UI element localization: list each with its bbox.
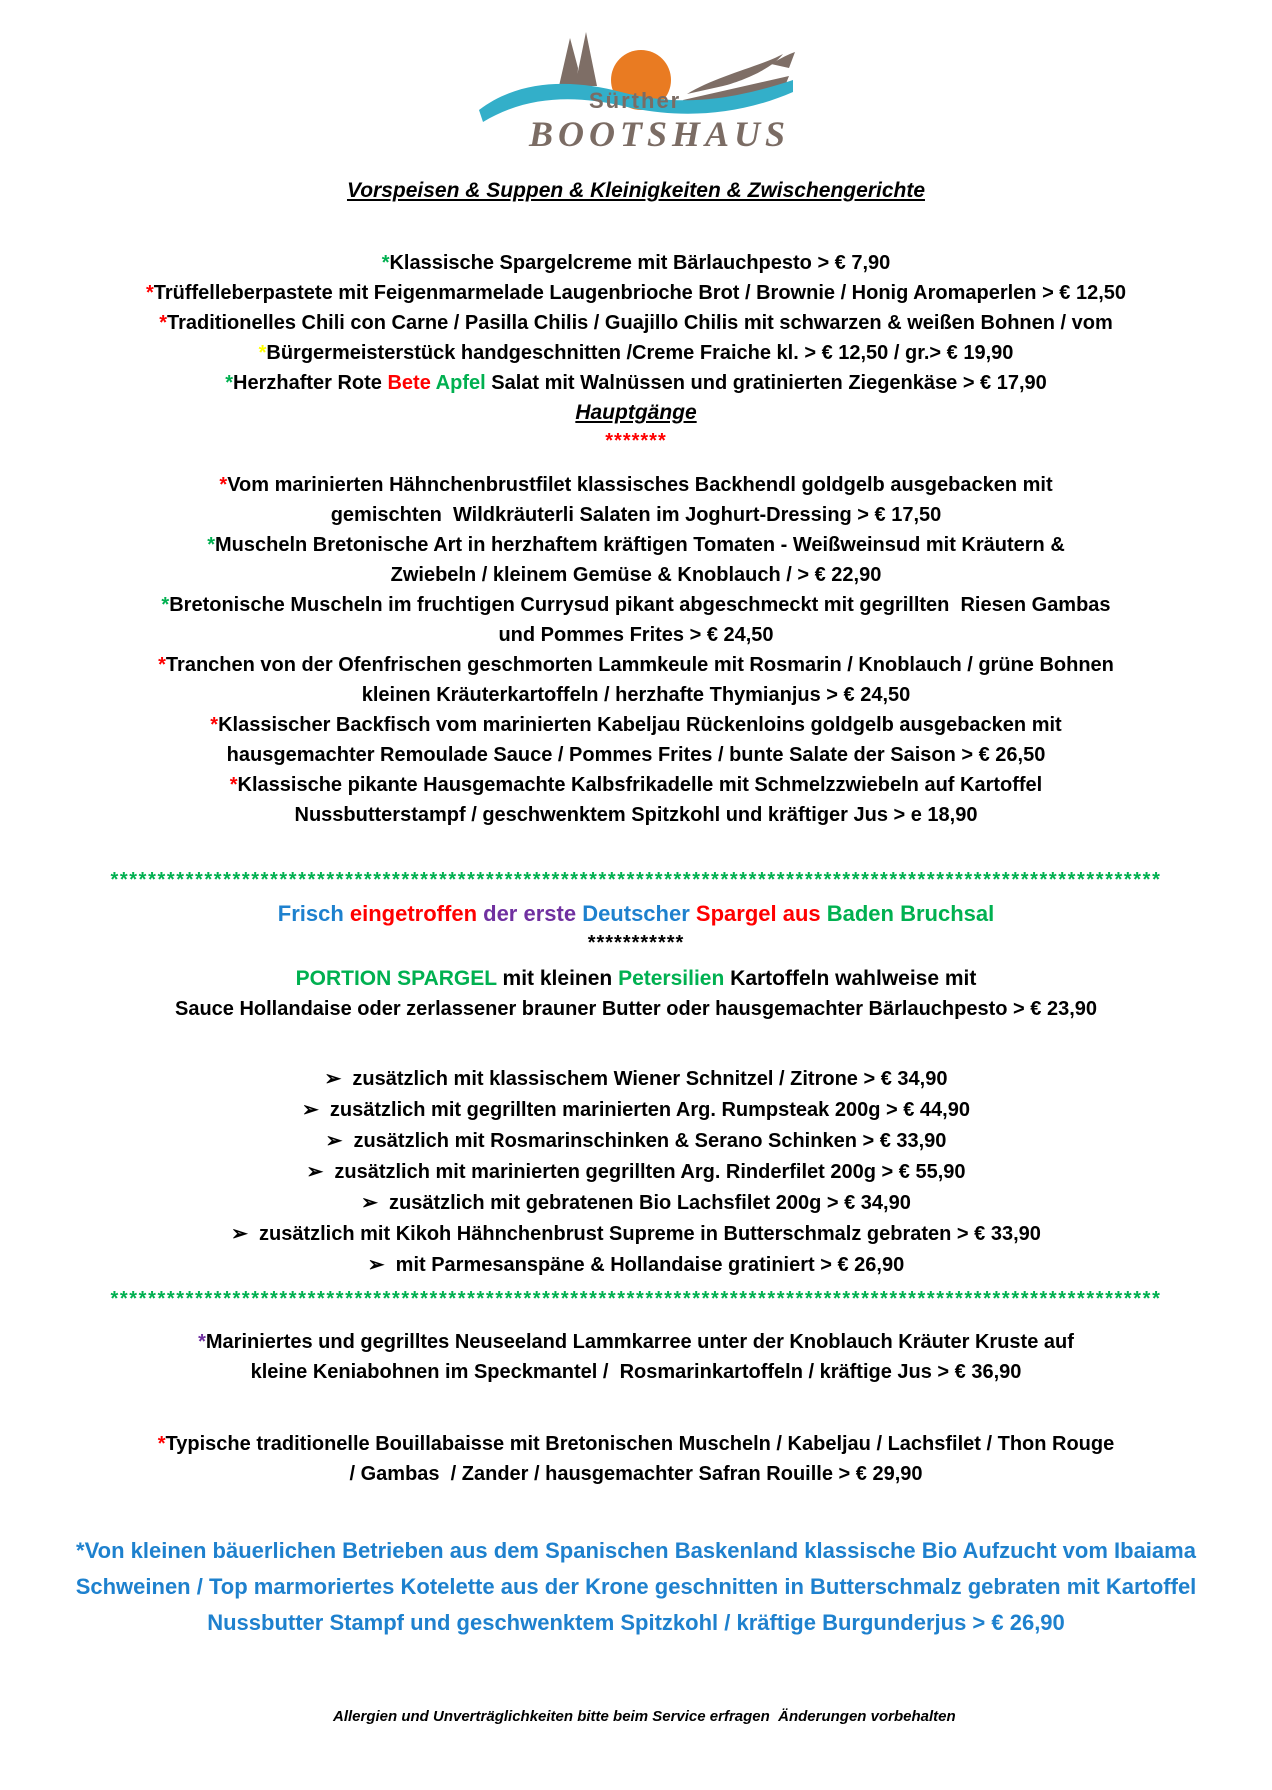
text-segment: Deutscher (582, 901, 696, 926)
addon-item (20, 1126, 1252, 1157)
text-segment: ******* (605, 430, 667, 452)
text-segment: der erste (483, 901, 583, 926)
asterisk-marker: * (258, 342, 267, 364)
asterisk-marker: * (229, 774, 238, 796)
menu-item (20, 308, 1252, 338)
asterisk-marker: * (145, 282, 154, 304)
asterisk-marker: * (225, 372, 233, 394)
cathedral-icon (559, 32, 597, 86)
text-segment: / Gambas / Zander / hausgemachter Safran Rouille > € 29,90 (349, 1463, 923, 1485)
menu-item (20, 470, 1252, 500)
text-segment: Bürgermeisterstück handgeschnitten /Creme Fraiche kl. > € 12,50 / gr.> € 19,90 (266, 342, 1014, 364)
portion-spargel-item (20, 964, 1252, 994)
text-segment: Kartoffeln wahlweise mit (724, 967, 977, 990)
arrow-bullet-icon: ➢ (325, 1130, 343, 1152)
text-segment: zusätzlich mit gegrillten marinierten Arg. Rumpsteak 200g > € 44,90 (318, 1099, 970, 1121)
text-segment: PORTION SPARGEL (295, 967, 497, 990)
asterisk-marker: * (198, 1331, 206, 1353)
asterisk-marker: * (157, 1433, 166, 1455)
menu-item (20, 770, 1252, 800)
menu-item (20, 590, 1252, 620)
spargel-announcement (20, 898, 1252, 930)
menu-item-cont (20, 1357, 1252, 1387)
text-segment: Klassischer Backfisch vom marinierten Kabeljau Rückenloins goldgelb ausgebacken mit (218, 714, 1062, 736)
text-segment: Vom marinierten Hähnchenbrustfilet klassisches Backhendl goldgelb ausgebacken mit (227, 474, 1053, 496)
footer-note (20, 1687, 1252, 1747)
menu-item-cont (20, 500, 1252, 530)
restaurant-logo (20, 24, 1252, 162)
text-segment: Klassische pikante Hausgemachte Kalbsfrikadelle mit Schmelzzwiebeln auf Kartoffel (237, 774, 1043, 796)
arrow-bullet-icon: ➢ (361, 1192, 378, 1214)
addon-item (20, 1157, 1252, 1188)
arrow-bullet-icon: ➢ (367, 1254, 385, 1276)
menu-item-cont (20, 1459, 1252, 1489)
text-segment: Nussbutterstampf / geschwenktem Spitzkohl und kräftiger Jus > e 18,90 (294, 804, 978, 826)
menu-item-cont (20, 740, 1252, 770)
section-title-hauptgaenge (20, 398, 1252, 428)
menu-item (20, 278, 1252, 308)
menu-item (20, 368, 1252, 398)
text-segment: hausgemachter Remoulade Sauce / Pommes Frites / bunte Salate der Saison > € 26,50 (226, 744, 1046, 766)
addon-item (20, 1250, 1252, 1281)
arrow-bullet-icon: ➢ (306, 1161, 324, 1183)
text-segment: zusätzlich mit marinierten gegrillten Arg. Rinderfilet 200g > € 55,90 (323, 1161, 966, 1183)
arrow-bullet-icon: ➢ (231, 1223, 248, 1245)
arrow-bullet-icon: ➢ (324, 1068, 342, 1090)
text-segment: Tranchen von der Ofenfrischen geschmorten Lammkeule mit Rosmarin / Knoblauch / grüne Bohnen (165, 654, 1114, 676)
footer-note-text: Allergien und Unverträglichkeiten bitte beim Service erfragen Änderungen vorbehalten (333, 1708, 956, 1725)
text-segment: Von kleinen bäuerlichen Betrieben aus dem Spanischen Baskenland klassische Bio Aufzucht vom Ibaiama (84, 1538, 1196, 1563)
text-segment: Mariniertes und gegrilltes Neuseeland Lammkarree unter der Knoblauch Kräuter Kruste auf (205, 1331, 1074, 1353)
text-segment: Salat mit Walnüssen und gratinierten Ziegenkäse > € 17,90 (485, 372, 1047, 394)
addon-item (20, 1095, 1252, 1126)
section-title-vorspeisen (20, 176, 1252, 206)
menu-item (20, 650, 1252, 680)
text-segment: Nussbutter Stampf und geschwenktem Spitzkohl / kräftige Burgunderjus > € 26,90 (207, 1610, 1065, 1635)
menu-item-cont (20, 620, 1252, 650)
menu-item (20, 710, 1252, 740)
menu-item (20, 1429, 1252, 1459)
arrow-bullet-icon: ➢ (302, 1099, 319, 1121)
menu-item (20, 1327, 1252, 1357)
text-segment: Spargel aus (695, 901, 827, 926)
text-segment: und Pommes Frites > € 24,50 (498, 624, 774, 646)
menu-item (20, 338, 1252, 368)
green-stars-divider (20, 866, 1252, 894)
text-segment: mit kleinen (496, 967, 619, 990)
menu-item-blue-cont (20, 1569, 1252, 1605)
stars-separator (20, 428, 1252, 454)
text-segment: Hauptgänge (575, 401, 697, 424)
asterisk-marker: * (159, 312, 168, 334)
menu-item-cont (20, 680, 1252, 710)
text-segment: kleine Keniabohnen im Speckmantel / Rosmarinkartoffeln / kräftige Jus > € 36,90 (250, 1361, 1022, 1383)
text-segment: eingetroffen (349, 901, 484, 926)
menu-item-cont (20, 994, 1252, 1024)
text-segment: Schweinen / Top marmoriertes Kotelette aus der Krone geschnitten in Butterschmalz gebraten mit Kartoffel (75, 1574, 1197, 1599)
asterisk-marker: * (158, 654, 166, 676)
addon-item (20, 1219, 1252, 1250)
text-segment: Vorspeisen & Suppen & Kleinigkeiten & Zwischengerichte (346, 179, 925, 202)
menu-lines (20, 176, 1252, 1641)
text-segment: zusätzlich mit klassischem Wiener Schnitzel / Zitrone > € 34,90 (341, 1068, 948, 1090)
menu-item-blue-cont (20, 1605, 1252, 1641)
asterisk-marker: * (381, 252, 390, 274)
text-segment: Sauce Hollandaise oder zerlassener brauner Butter oder hausgemachter Bärlauchpesto > € 23,90 (174, 998, 1098, 1020)
green-stars-divider (20, 1285, 1252, 1313)
addon-item (20, 1064, 1252, 1095)
asterisk-marker: * (210, 714, 219, 736)
menu-item-blue (20, 1533, 1252, 1569)
text-segment: Apfel (435, 372, 486, 394)
text-segment: zusätzlich mit Kikoh Hähnchenbrust Supreme in Butterschmalz gebraten > € 33,90 (247, 1223, 1041, 1245)
text-segment: Frisch (277, 901, 350, 926)
menu-item (20, 530, 1252, 560)
asterisk-marker: * (207, 534, 216, 556)
text-segment: *********** (587, 932, 685, 954)
text-segment: Zwiebeln / kleinem Gemüse & Knoblauch / > € 22,90 (390, 564, 882, 586)
text-segment: zusätzlich mit Rosmarinschinken & Serano Schinken > € 33,90 (342, 1130, 947, 1152)
addon-item (20, 1188, 1252, 1219)
menu-item-cont (20, 560, 1252, 590)
brand-bottom-text: BOOTSHAUS (529, 114, 791, 154)
text-segment: Bete (387, 372, 431, 394)
text-segment: zusätzlich mit gebratenen Bio Lachsfilet 200g > € 34,90 (377, 1192, 911, 1214)
menu-item-cont (20, 800, 1252, 830)
text-segment: gemischten Wildkräuterli Salaten im Joghurt-Dressing > € 17,50 (330, 504, 942, 526)
menu-item (20, 248, 1252, 278)
text-segment: Petersilien (618, 967, 725, 990)
text-segment: Trüffelleberpastete mit Feigenmarmelade Laugenbrioche Brot / Brownie / Honig Aromaperlen > € 12,50 (153, 282, 1127, 304)
asterisk-marker: * (219, 474, 228, 496)
stars-separator (20, 930, 1252, 956)
logo-graphic (471, 24, 801, 162)
asterisk-marker: * (76, 1538, 85, 1563)
brand-top-text: Sürther (589, 88, 682, 113)
text-segment: **************************************************************************************************************** (110, 1288, 1162, 1310)
text-segment: **************************************************************************************************************** (110, 869, 1162, 891)
text-segment: kleinen Kräuterkartoffeln / herzhafte Thymianjus > € 24,50 (361, 684, 911, 706)
text-segment: Baden Bruchsal (826, 901, 995, 926)
asterisk-marker: * (161, 594, 170, 616)
text-segment: Klassische Spargelcreme mit Bärlauchpesto > € 7,90 (389, 252, 891, 274)
text-segment: Traditionelles Chili con Carne / Pasilla Chilis / Guajillo Chilis mit schwarzen & weißen Bohnen / vom (167, 312, 1113, 334)
text-segment: Muscheln Bretonische Art in herzhaftem kräftigen Tomaten - Weißweinsud mit Kräutern & (215, 534, 1065, 556)
text-segment: Herzhafter Rote (233, 372, 388, 394)
text-segment: mit Parmesanspäne & Hollandaise gratiniert > € 26,90 (384, 1254, 905, 1276)
text-segment: Bretonische Muscheln im fruchtigen Currysud pikant abgeschmeckt mit gegrillten Riesen Gambas (169, 594, 1111, 616)
text-segment: Typische traditionelle Bouillabaisse mit Bretonischen Muscheln / Kabeljau / Lachsfilet / Thon Rouge (165, 1433, 1115, 1455)
